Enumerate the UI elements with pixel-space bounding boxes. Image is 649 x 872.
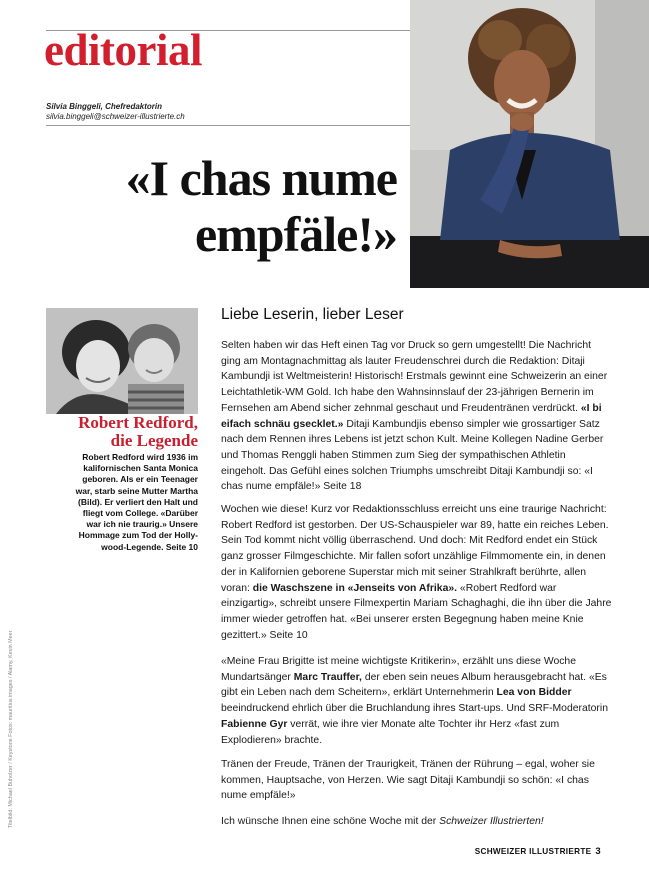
section-title: editorial (44, 25, 202, 75)
sidebar-title-line-1: Robert Redford, (78, 413, 198, 432)
author-portrait-photo (410, 0, 649, 288)
headline-line-2: empfäle!» (194, 206, 397, 262)
sidebar-title (46, 414, 198, 450)
quote-highlight: «I bi eifach schnäu gsecklet.» (221, 402, 602, 430)
name-highlight: Marc Trauffer, (293, 671, 362, 683)
sidebar-text-line: war ich nie traurig.» Unsere (86, 519, 198, 530)
text-run: der eben sein neues Album herausgebracht hat. «Es gibt ein Leben nach dem Scheitern», erklärt Unternehmerin (221, 671, 607, 699)
sidebar-text (46, 452, 198, 553)
footer-magazine: SCHWEIZER ILLUSTRIERTE (474, 847, 592, 856)
author-email[interactable]: silvia.binggeli@schweizer-illustrierte.ch (46, 112, 185, 121)
sidebar-text-line: Hommage zum Tod der Holly- (78, 530, 198, 541)
film-highlight: die Waschszene in «Jenseits von Afrika». (252, 582, 458, 594)
headline (126, 150, 397, 262)
byline-rule (46, 125, 410, 126)
name-highlight: Lea von Bidder (496, 687, 572, 699)
photo-credits (8, 630, 20, 828)
photo-credits-text: Titelbild: Michael Buholzer / Keystone Fotos: mauritius images / Alamy, Kevin Meer (8, 630, 14, 828)
sidebar-text-line: geboren. Als er ein Teenager (82, 474, 198, 485)
text-run: Ich wünsche Ihnen eine schöne Woche mit der (221, 816, 437, 827)
text-run: Selten haben wir das Heft einen Tag vor Druck so gern umgestellt! Die Nachricht ging am Montagnachmittag als lauter Freudenschrei durch die Redaktion: Ditaji Kambundji ist Weltmeisterin! Historisch! Erstmals gewinnt eine Schweizerin an einer Leichtathletik-WM Gold. Ich habe den Wahnsinnslauf der 23-jährigen Bernerin im Fernsehen am Abend sicher zehnmal geschaut und Freudentränen verdrückt. (221, 340, 608, 414)
salutation: Liebe Leserin, lieber Leser (221, 306, 404, 323)
article-paragraph-1 (221, 338, 613, 495)
author-byline (46, 102, 185, 122)
article-closing (221, 814, 613, 830)
sidebar-text-line: Robert Redford wird 1936 im (82, 452, 198, 462)
sidebar-text-line: war, starb seine Mutter Martha (75, 485, 198, 496)
sidebar-text-line: wood-Legende. Seite 10 (101, 541, 198, 552)
article-paragraph-4 (221, 757, 613, 804)
sidebar-text-line: fliegt vom College. «Darüber (82, 508, 198, 519)
text-run: Wochen wie diese! Kurz vor Redaktionsschluss erreicht uns eine traurige Nachricht: Robert Redford ist gestorben. Der US-Schauspieler war 89, hatte ein reiches Leben. Sein Tod kommt nicht völlig überraschend. Und doch: Mit Redford endet ein Stück ganz grosser Filmgeschichte. Mir fallen sofort unzählige Filmmomente ein, in denen der in Kalifornien geborene Superstar mich mit seiner Strahlkraft berührte, allen voran: (221, 504, 609, 594)
magazine-name: Schweizer Illustrierten! (439, 816, 544, 827)
sidebar-text-line: kalifornischen Santa Monica (83, 463, 198, 474)
author-name: Silvia Binggeli, Chefredaktorin (46, 102, 163, 111)
article-paragraph-2 (221, 502, 613, 643)
text-run: «Meine Frau Brigitte ist meine wichtigste Kritikerin», erzählt uns diese Woche Mundartsänger (221, 656, 576, 683)
sidebar-text-line: (Bild). Er verliert den Halt und (78, 496, 198, 507)
page-number: 3 (595, 846, 601, 857)
article-paragraph-3 (221, 654, 613, 748)
text-run: verrät, wie ihre vier Monate alte Tochter ihr Herz «fast zum Explodieren» brachte. (221, 718, 560, 746)
text-run: «Robert Redford war einzigartig», schreibt unsere Filmexpertin Mariam Schaghaghi, die ihn über die Jahre immer wieder getroffen hat. «Bei unserer ersten Begegnung haben meine Knie gezittert.» Seite 10 (221, 582, 612, 641)
text-run: Ditaji Kambundjis ebenso simpler wie grossartiger Satz nach dem Rennen ihres Lebens ist jetzt schon Kult. Meine Kollegen Nadine Gerber und Thomas Renggli haben Stimmen zum Sieg der sympathischen Athletin eingeholt. Das Gefühl eines solchen Triumphs umschreibt Ditaji Kambundji so: «I chas nume empfäle!» Seite 18 (221, 418, 604, 493)
headline-line-1: «I chas nume (125, 150, 397, 206)
text-run: Tränen der Freude, Tränen der Traurigkeit, Tränen der Rührung – egal, woher sie kommen, Hauptsache, von Herzen. Wie sagt Ditaji Kambundji so schön: «I chas nume empfäle!» (221, 759, 595, 802)
sidebar-title-line-2: die Legende (110, 431, 198, 450)
page-footer (475, 846, 601, 857)
name-highlight: Fabienne Gyr (221, 718, 288, 730)
text-run: beeindruckend ehrlich über die Bruchlandung ihres Start-ups. Und SRF-Moderatorin (221, 703, 608, 715)
sidebar-photo (46, 308, 198, 414)
